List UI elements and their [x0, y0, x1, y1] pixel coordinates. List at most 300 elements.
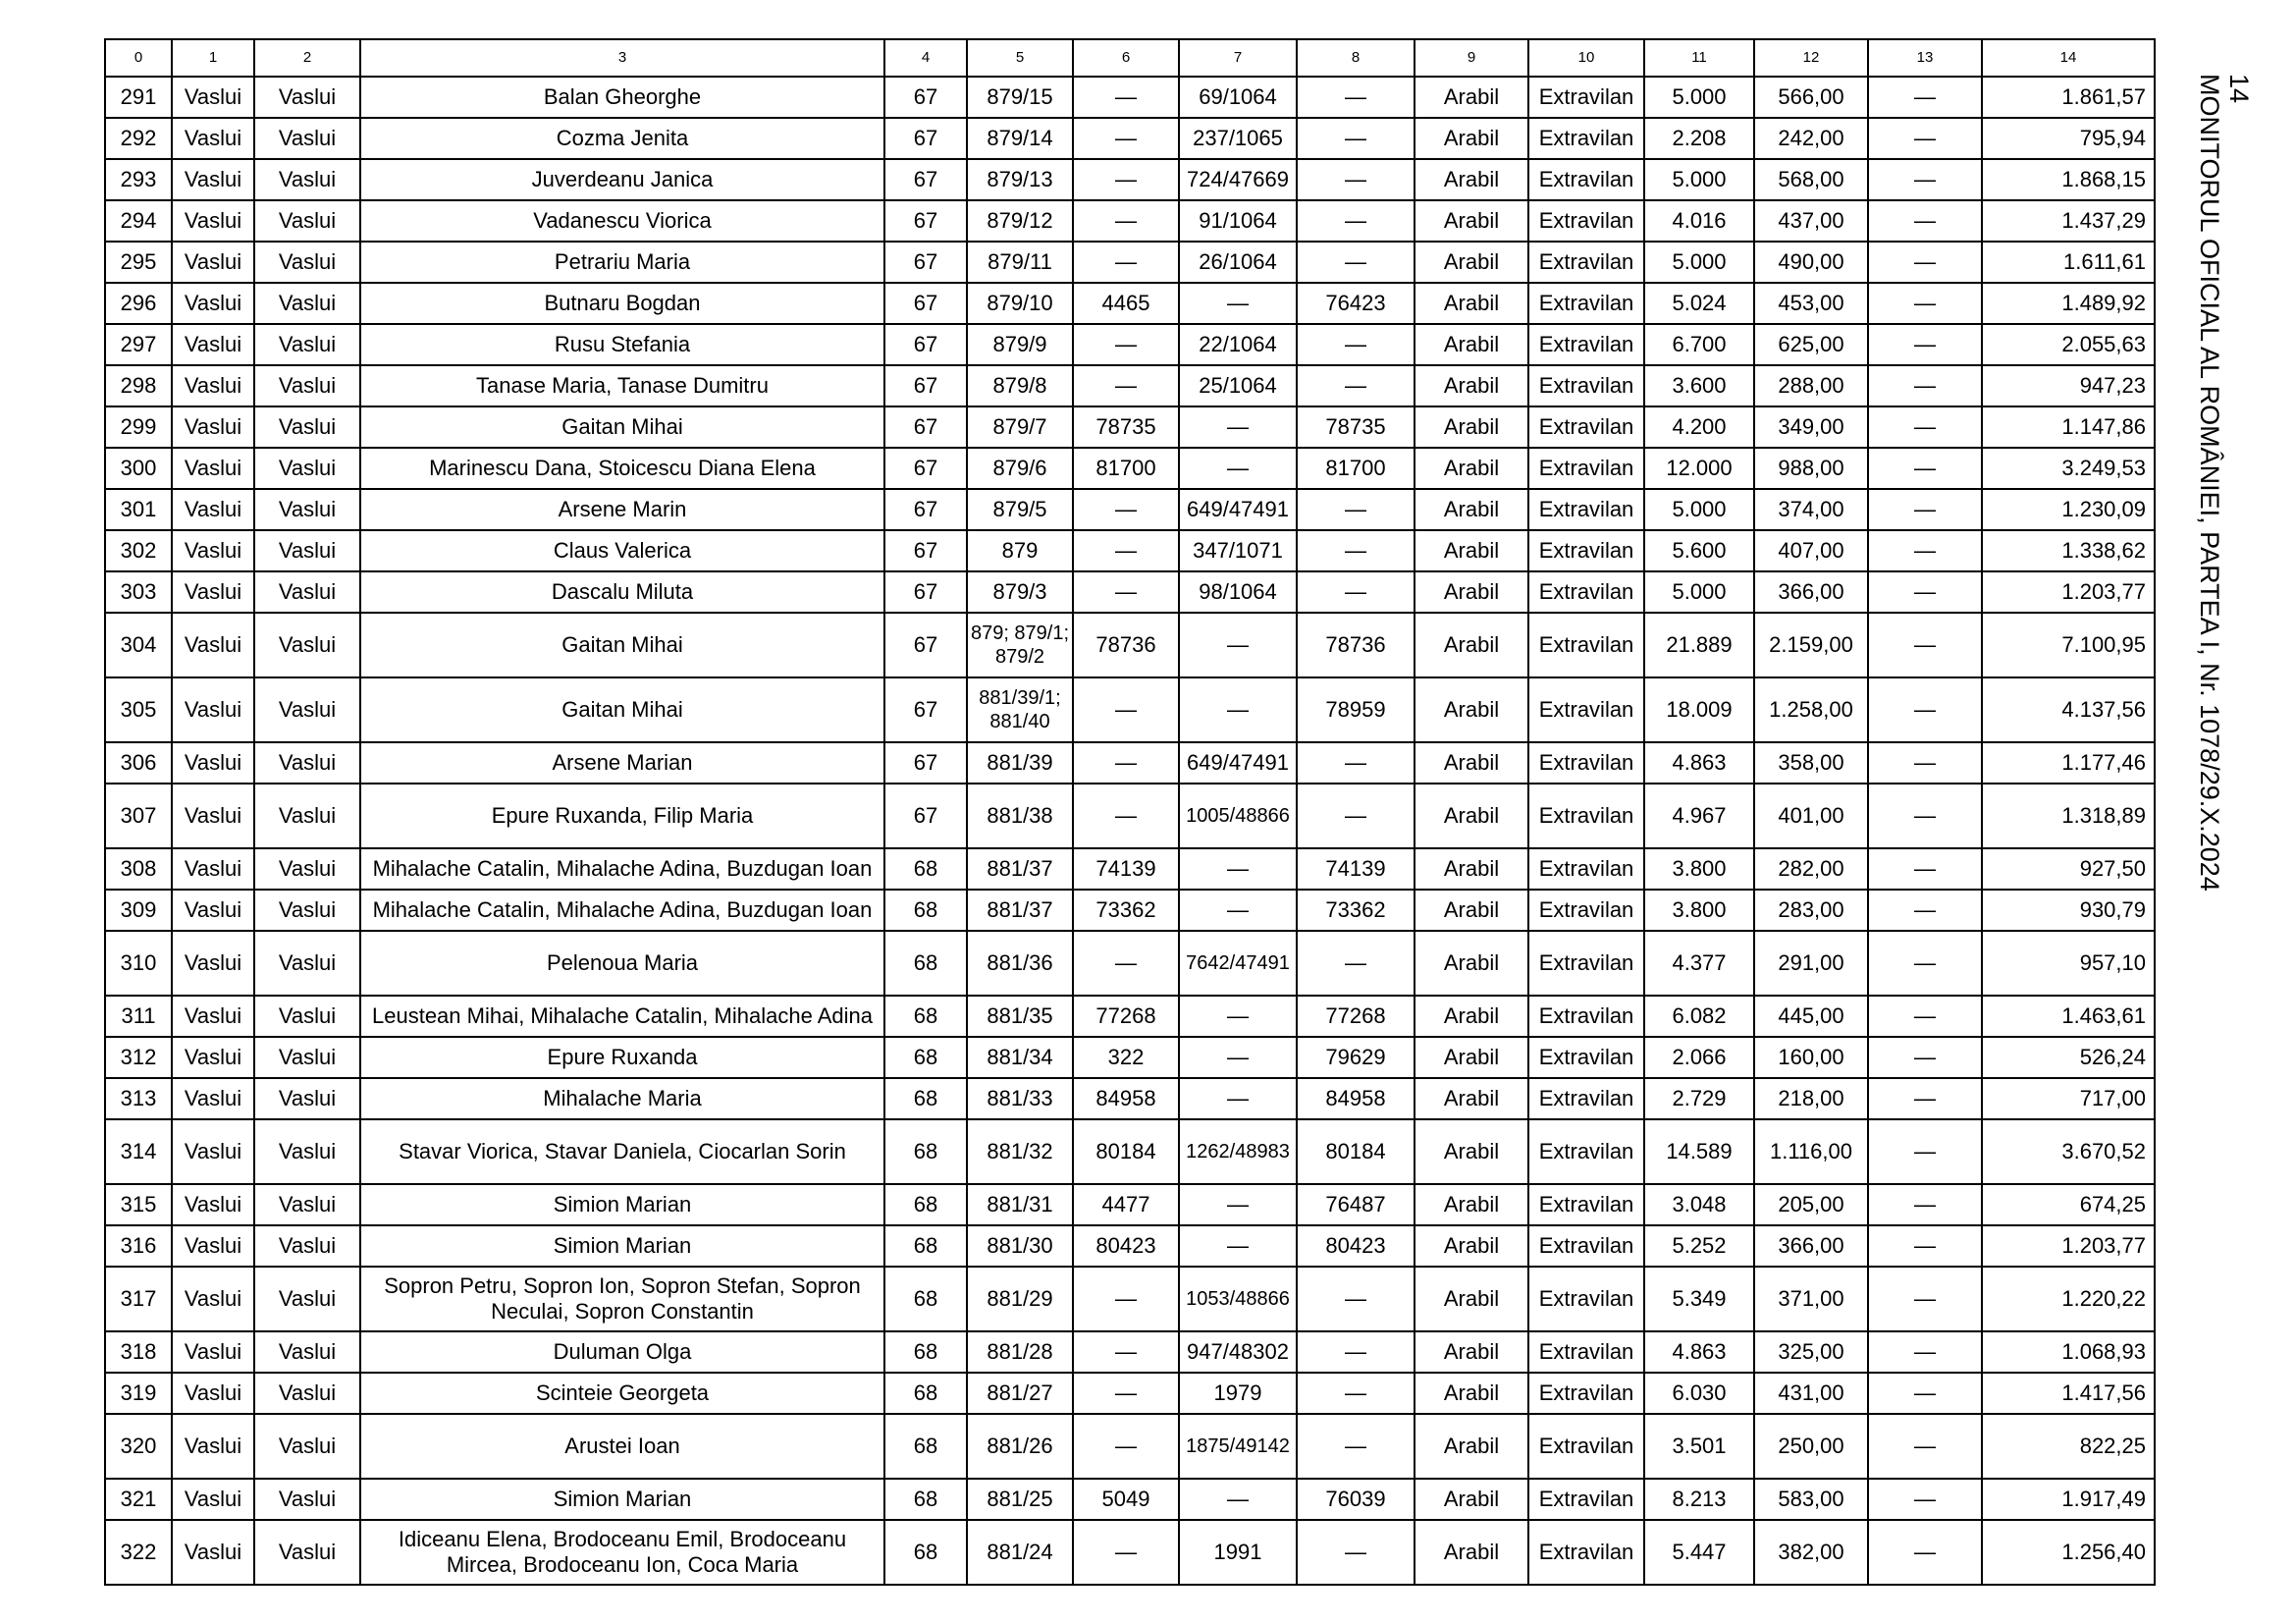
table-cell: Vaslui — [254, 784, 360, 848]
table-cell: 879/3 — [967, 571, 1073, 613]
table-cell: Vaslui — [254, 1479, 360, 1520]
table-cell: Extravilan — [1528, 77, 1644, 118]
table-cell: 73362 — [1297, 890, 1415, 931]
table-cell: 25/1064 — [1179, 365, 1297, 406]
table-cell: 1.861,57 — [1982, 77, 2155, 118]
table-cell: — — [1179, 996, 1297, 1037]
table-cell: 625,00 — [1754, 324, 1868, 365]
table-cell: 74139 — [1073, 848, 1179, 890]
table-cell: 879/7 — [967, 406, 1073, 448]
table-row — [105, 613, 2155, 677]
table-cell: — — [1297, 77, 1415, 118]
table-cell: 302 — [105, 530, 172, 571]
table-cell: 1.489,92 — [1982, 283, 2155, 324]
table-cell: 5.447 — [1644, 1520, 1754, 1585]
table-cell: Arabil — [1415, 784, 1528, 848]
table-cell: 407,00 — [1754, 530, 1868, 571]
table-cell: Extravilan — [1528, 1373, 1644, 1414]
table-row — [105, 200, 2155, 242]
table-row — [105, 530, 2155, 571]
table-cell: Vaslui — [254, 848, 360, 890]
table-cell: Vaslui — [172, 996, 254, 1037]
table-cell: Extravilan — [1528, 365, 1644, 406]
table-cell: Arsene Marian — [360, 742, 884, 784]
table-cell: — — [1297, 784, 1415, 848]
table-cell: 881/24 — [967, 1520, 1073, 1585]
table-cell: 283,00 — [1754, 890, 1868, 931]
publication-header: MONITORUL OFICIAL AL ROMÂNIEI, PARTEA I, Nr. 1078/29.X.2024 — [2195, 74, 2224, 892]
table-cell: 4.377 — [1644, 931, 1754, 996]
table-cell: 1.258,00 — [1754, 677, 1868, 742]
table-cell: Vaslui — [172, 242, 254, 283]
column-header: 8 — [1297, 39, 1415, 77]
table-cell: Vaslui — [172, 159, 254, 200]
table-cell: 295 — [105, 242, 172, 283]
table-cell: 205,00 — [1754, 1184, 1868, 1225]
table-cell: 303 — [105, 571, 172, 613]
table-cell: Vaslui — [172, 677, 254, 742]
table-cell: — — [1179, 448, 1297, 489]
table-cell: 2.159,00 — [1754, 613, 1868, 677]
table-cell: 79629 — [1297, 1037, 1415, 1078]
table-cell: 322 — [1073, 1037, 1179, 1078]
table-cell: Vaslui — [254, 448, 360, 489]
table-cell: 1.203,77 — [1982, 571, 2155, 613]
table-cell: — — [1868, 996, 1982, 1037]
table-cell: 306 — [105, 742, 172, 784]
table-cell: Vaslui — [254, 571, 360, 613]
table-cell: Simion Marian — [360, 1225, 884, 1267]
table-cell: 288,00 — [1754, 365, 1868, 406]
table-cell: Vaslui — [254, 406, 360, 448]
table-cell: Vaslui — [254, 242, 360, 283]
table-cell: Vadanescu Viorica — [360, 200, 884, 242]
table-row — [105, 1119, 2155, 1184]
table-cell: 5.000 — [1644, 242, 1754, 283]
table-cell: 298 — [105, 365, 172, 406]
table-cell: 3.600 — [1644, 365, 1754, 406]
table-cell: 84958 — [1297, 1078, 1415, 1119]
table-cell: Arabil — [1415, 1373, 1528, 1414]
table-row — [105, 1331, 2155, 1373]
table-cell: 4465 — [1073, 283, 1179, 324]
table-cell: Juverdeanu Janica — [360, 159, 884, 200]
column-header: 5 — [967, 39, 1073, 77]
table-cell: Arabil — [1415, 324, 1528, 365]
table-cell: 3.800 — [1644, 848, 1754, 890]
table-cell: 879/13 — [967, 159, 1073, 200]
table-cell: Epure Ruxanda, Filip Maria — [360, 784, 884, 848]
table-cell: 77268 — [1073, 996, 1179, 1037]
table-cell: 67 — [884, 448, 967, 489]
table-cell: Vaslui — [172, 931, 254, 996]
table-cell: 5.600 — [1644, 530, 1754, 571]
table-cell: 296 — [105, 283, 172, 324]
table-cell: 371,00 — [1754, 1267, 1868, 1331]
table-cell: 322 — [105, 1520, 172, 1585]
table-cell: Extravilan — [1528, 283, 1644, 324]
column-header: 7 — [1179, 39, 1297, 77]
table-cell: 881/33 — [967, 1078, 1073, 1119]
table-cell: 291 — [105, 77, 172, 118]
table-cell: 3.501 — [1644, 1414, 1754, 1479]
table-cell: — — [1868, 1225, 1982, 1267]
table-cell: 3.670,52 — [1982, 1119, 2155, 1184]
table-cell: — — [1073, 677, 1179, 742]
table-cell: 21.889 — [1644, 613, 1754, 677]
table-cell: 67 — [884, 77, 967, 118]
table-cell: 366,00 — [1754, 571, 1868, 613]
table-cell: 68 — [884, 996, 967, 1037]
table-cell: 73362 — [1073, 890, 1179, 931]
table-cell: 5.024 — [1644, 283, 1754, 324]
table-cell: — — [1179, 1037, 1297, 1078]
table-cell: 374,00 — [1754, 489, 1868, 530]
table-cell: 299 — [105, 406, 172, 448]
column-header: 4 — [884, 39, 967, 77]
table-cell: Arabil — [1415, 1267, 1528, 1331]
table-row — [105, 931, 2155, 996]
table-cell: Vaslui — [172, 283, 254, 324]
table-cell: Vaslui — [254, 159, 360, 200]
page-number: 14 — [2224, 74, 2254, 104]
table-cell: Arabil — [1415, 489, 1528, 530]
table-cell: 674,25 — [1982, 1184, 2155, 1225]
table-cell: Marinescu Dana, Stoicescu Diana Elena — [360, 448, 884, 489]
table-row — [105, 77, 2155, 118]
table-cell: 881/35 — [967, 996, 1073, 1037]
table-row — [105, 1414, 2155, 1479]
table-cell: 76423 — [1297, 283, 1415, 324]
table-cell: 68 — [884, 1479, 967, 1520]
table-cell: 315 — [105, 1184, 172, 1225]
table-cell: 5.000 — [1644, 77, 1754, 118]
table-cell: — — [1179, 1225, 1297, 1267]
table-cell: Arabil — [1415, 1184, 1528, 1225]
table-cell: Arabil — [1415, 931, 1528, 996]
table-cell: Vaslui — [172, 571, 254, 613]
table-cell: — — [1868, 77, 1982, 118]
table-cell: 319 — [105, 1373, 172, 1414]
table-cell: 437,00 — [1754, 200, 1868, 242]
table-cell: 6.700 — [1644, 324, 1754, 365]
table-cell: 879/11 — [967, 242, 1073, 283]
table-cell: 401,00 — [1754, 784, 1868, 848]
table-cell: Arabil — [1415, 406, 1528, 448]
table-cell: Extravilan — [1528, 118, 1644, 159]
table-cell: Vaslui — [254, 996, 360, 1037]
table-cell: 80423 — [1073, 1225, 1179, 1267]
table-cell: 160,00 — [1754, 1037, 1868, 1078]
table-row — [105, 448, 2155, 489]
table-cell: 5.349 — [1644, 1267, 1754, 1331]
table-cell: Arabil — [1415, 200, 1528, 242]
table-cell: 5.000 — [1644, 159, 1754, 200]
table-cell: Extravilan — [1528, 530, 1644, 571]
table-cell: 1053/48866 — [1179, 1267, 1297, 1331]
table-cell: Arabil — [1415, 283, 1528, 324]
table-cell: Epure Ruxanda — [360, 1037, 884, 1078]
table-cell: — — [1297, 530, 1415, 571]
table-cell: 445,00 — [1754, 996, 1868, 1037]
table-cell: — — [1179, 406, 1297, 448]
table-cell: — — [1868, 118, 1982, 159]
table-row — [105, 1267, 2155, 1331]
table-cell: — — [1179, 1184, 1297, 1225]
table-cell: Extravilan — [1528, 890, 1644, 931]
table-cell: 988,00 — [1754, 448, 1868, 489]
table-cell: Extravilan — [1528, 200, 1644, 242]
table-cell: 881/30 — [967, 1225, 1073, 1267]
table-cell: Vaslui — [254, 1225, 360, 1267]
table-cell: Claus Valerica — [360, 530, 884, 571]
table-cell: 8.213 — [1644, 1479, 1754, 1520]
table-cell: 250,00 — [1754, 1414, 1868, 1479]
table-cell: — — [1179, 890, 1297, 931]
table-cell: 881/28 — [967, 1331, 1073, 1373]
table-cell: Extravilan — [1528, 324, 1644, 365]
table-cell: — — [1868, 1267, 1982, 1331]
table-cell: 68 — [884, 1267, 967, 1331]
table-cell: 316 — [105, 1225, 172, 1267]
table-cell: Extravilan — [1528, 931, 1644, 996]
table-cell: 78735 — [1297, 406, 1415, 448]
table-cell: 1.318,89 — [1982, 784, 2155, 848]
table-row — [105, 1479, 2155, 1520]
table-cell: — — [1297, 489, 1415, 530]
table-cell: Extravilan — [1528, 1479, 1644, 1520]
table-cell: 81700 — [1297, 448, 1415, 489]
column-header: 10 — [1528, 39, 1644, 77]
table-cell: Pelenoua Maria — [360, 931, 884, 996]
table-cell: 312 — [105, 1037, 172, 1078]
table-cell: 6.082 — [1644, 996, 1754, 1037]
table-cell: Gaitan Mihai — [360, 677, 884, 742]
table-cell: 2.729 — [1644, 1078, 1754, 1119]
table-cell: — — [1073, 200, 1179, 242]
table-cell: Vaslui — [254, 931, 360, 996]
table-cell: Vaslui — [172, 742, 254, 784]
table-row — [105, 365, 2155, 406]
table-cell: 67 — [884, 489, 967, 530]
table-cell: 317 — [105, 1267, 172, 1331]
table-cell: — — [1868, 365, 1982, 406]
table-cell: Vaslui — [254, 890, 360, 931]
table-cell: 297 — [105, 324, 172, 365]
table-cell: 366,00 — [1754, 1225, 1868, 1267]
table-cell: Vaslui — [172, 1078, 254, 1119]
table-cell: — — [1868, 1373, 1982, 1414]
column-index-row — [105, 39, 2155, 77]
table-cell: — — [1868, 1037, 1982, 1078]
table-cell: Extravilan — [1528, 1184, 1644, 1225]
table-cell: — — [1073, 159, 1179, 200]
table-cell: — — [1868, 324, 1982, 365]
table-cell: 1.463,61 — [1982, 996, 2155, 1037]
table-cell: — — [1179, 1479, 1297, 1520]
table-cell: — — [1297, 365, 1415, 406]
table-cell: 1.437,29 — [1982, 200, 2155, 242]
table-cell: — — [1297, 1520, 1415, 1585]
table-cell: — — [1297, 1267, 1415, 1331]
table-cell: 881/34 — [967, 1037, 1073, 1078]
table-cell: Vaslui — [254, 1119, 360, 1184]
table-cell: 3.249,53 — [1982, 448, 2155, 489]
table-cell: — — [1073, 1331, 1179, 1373]
table-cell: 4.200 — [1644, 406, 1754, 448]
table-cell: Arustei Ioan — [360, 1414, 884, 1479]
table-row — [105, 159, 2155, 200]
table-cell: Extravilan — [1528, 1520, 1644, 1585]
table-cell: 1.230,09 — [1982, 489, 2155, 530]
table-cell: Vaslui — [254, 1520, 360, 1585]
page-margin-header — [2195, 74, 2254, 892]
column-header: 11 — [1644, 39, 1754, 77]
table-cell: Vaslui — [172, 1184, 254, 1225]
table-cell: 314 — [105, 1119, 172, 1184]
table-cell: Extravilan — [1528, 1078, 1644, 1119]
table-cell: 957,10 — [1982, 931, 2155, 996]
table-cell: Extravilan — [1528, 1037, 1644, 1078]
table-cell: 309 — [105, 890, 172, 931]
table-cell: Arabil — [1415, 242, 1528, 283]
table-cell: — — [1868, 1078, 1982, 1119]
table-cell: 358,00 — [1754, 742, 1868, 784]
table-cell: Arabil — [1415, 742, 1528, 784]
table-cell: Vaslui — [254, 1331, 360, 1373]
table-cell: 1005/48866 — [1179, 784, 1297, 848]
table-cell: Vaslui — [254, 365, 360, 406]
table-cell: 649/47491 — [1179, 742, 1297, 784]
table-cell: — — [1179, 1078, 1297, 1119]
table-cell: — — [1868, 848, 1982, 890]
table-cell: Vaslui — [254, 1078, 360, 1119]
table-cell: 2.066 — [1644, 1037, 1754, 1078]
table-cell: 68 — [884, 1373, 967, 1414]
table-row — [105, 283, 2155, 324]
table-cell: 282,00 — [1754, 848, 1868, 890]
table-cell: 67 — [884, 283, 967, 324]
table-cell: Extravilan — [1528, 677, 1644, 742]
table-cell: Extravilan — [1528, 784, 1644, 848]
table-cell: 292 — [105, 118, 172, 159]
table-cell: Vaslui — [172, 530, 254, 571]
table-cell: 67 — [884, 530, 967, 571]
table-cell: Duluman Olga — [360, 1331, 884, 1373]
table-cell: — — [1297, 118, 1415, 159]
table-cell: 68 — [884, 1414, 967, 1479]
table-cell: 1262/48983 — [1179, 1119, 1297, 1184]
table-cell: 881/37 — [967, 848, 1073, 890]
table-cell: Vaslui — [172, 406, 254, 448]
table-cell: 22/1064 — [1179, 324, 1297, 365]
table-cell: 1.220,22 — [1982, 1267, 2155, 1331]
table-cell: Vaslui — [254, 489, 360, 530]
table-cell: 68 — [884, 1225, 967, 1267]
table-cell: 5.000 — [1644, 489, 1754, 530]
table-cell: Vaslui — [172, 118, 254, 159]
table-row — [105, 1078, 2155, 1119]
table-cell: Vaslui — [254, 1267, 360, 1331]
table-cell: 301 — [105, 489, 172, 530]
column-header: 12 — [1754, 39, 1868, 77]
table-cell: Extravilan — [1528, 1414, 1644, 1479]
table-cell: Gaitan Mihai — [360, 613, 884, 677]
table-cell: 67 — [884, 242, 967, 283]
table-cell: 2.208 — [1644, 118, 1754, 159]
table-cell: 67 — [884, 742, 967, 784]
table-row — [105, 890, 2155, 931]
table-cell: 1875/49142 — [1179, 1414, 1297, 1479]
table-cell: 1.203,77 — [1982, 1225, 2155, 1267]
column-header: 14 — [1982, 39, 2155, 77]
table-cell: 67 — [884, 200, 967, 242]
column-header: 6 — [1073, 39, 1179, 77]
table-cell: Tanase Maria, Tanase Dumitru — [360, 365, 884, 406]
table-cell: Vaslui — [172, 1331, 254, 1373]
table-cell: Petrariu Maria — [360, 242, 884, 283]
table-cell: Extravilan — [1528, 1331, 1644, 1373]
table-cell: — — [1073, 1414, 1179, 1479]
table-cell: — — [1073, 1373, 1179, 1414]
table-cell: — — [1179, 613, 1297, 677]
table-cell: 347/1071 — [1179, 530, 1297, 571]
table-cell: Extravilan — [1528, 848, 1644, 890]
table-cell: 1.417,56 — [1982, 1373, 2155, 1414]
table-cell: 68 — [884, 1119, 967, 1184]
table-cell: 6.030 — [1644, 1373, 1754, 1414]
table-cell: Vaslui — [172, 77, 254, 118]
table-cell: Vaslui — [172, 848, 254, 890]
table-cell: Vaslui — [172, 1414, 254, 1479]
table-cell: Dascalu Miluta — [360, 571, 884, 613]
table-cell: — — [1868, 613, 1982, 677]
table-cell: 881/38 — [967, 784, 1073, 848]
table-cell: Vaslui — [172, 489, 254, 530]
table-cell: 84958 — [1073, 1078, 1179, 1119]
table-cell: 318 — [105, 1331, 172, 1373]
table-cell: 68 — [884, 890, 967, 931]
table-cell: 294 — [105, 200, 172, 242]
table-cell: — — [1073, 530, 1179, 571]
table-cell: Butnaru Bogdan — [360, 283, 884, 324]
table-cell: 881/32 — [967, 1119, 1073, 1184]
table-cell: Arabil — [1415, 159, 1528, 200]
table-cell: 321 — [105, 1479, 172, 1520]
table-cell: 649/47491 — [1179, 489, 1297, 530]
table-cell: Arabil — [1415, 677, 1528, 742]
table-cell: 1.917,49 — [1982, 1479, 2155, 1520]
table-cell: 98/1064 — [1179, 571, 1297, 613]
table-cell: Simion Marian — [360, 1479, 884, 1520]
table-cell: 67 — [884, 118, 967, 159]
table-cell: — — [1179, 677, 1297, 742]
table-cell: Vaslui — [172, 1225, 254, 1267]
table-cell: — — [1868, 890, 1982, 931]
table-cell: Vaslui — [254, 613, 360, 677]
table-cell: 947/48302 — [1179, 1331, 1297, 1373]
table-cell: — — [1297, 931, 1415, 996]
table-cell: Mihalache Catalin, Mihalache Adina, Buzdugan Ioan — [360, 848, 884, 890]
table-cell: — — [1868, 1331, 1982, 1373]
table-cell: 76487 — [1297, 1184, 1415, 1225]
table-cell: Stavar Viorica, Stavar Daniela, Ciocarlan Sorin — [360, 1119, 884, 1184]
table-cell: 1.068,93 — [1982, 1331, 2155, 1373]
table-row — [105, 118, 2155, 159]
table-cell: 14.589 — [1644, 1119, 1754, 1184]
table-cell: Vaslui — [172, 613, 254, 677]
table-cell: — — [1073, 489, 1179, 530]
